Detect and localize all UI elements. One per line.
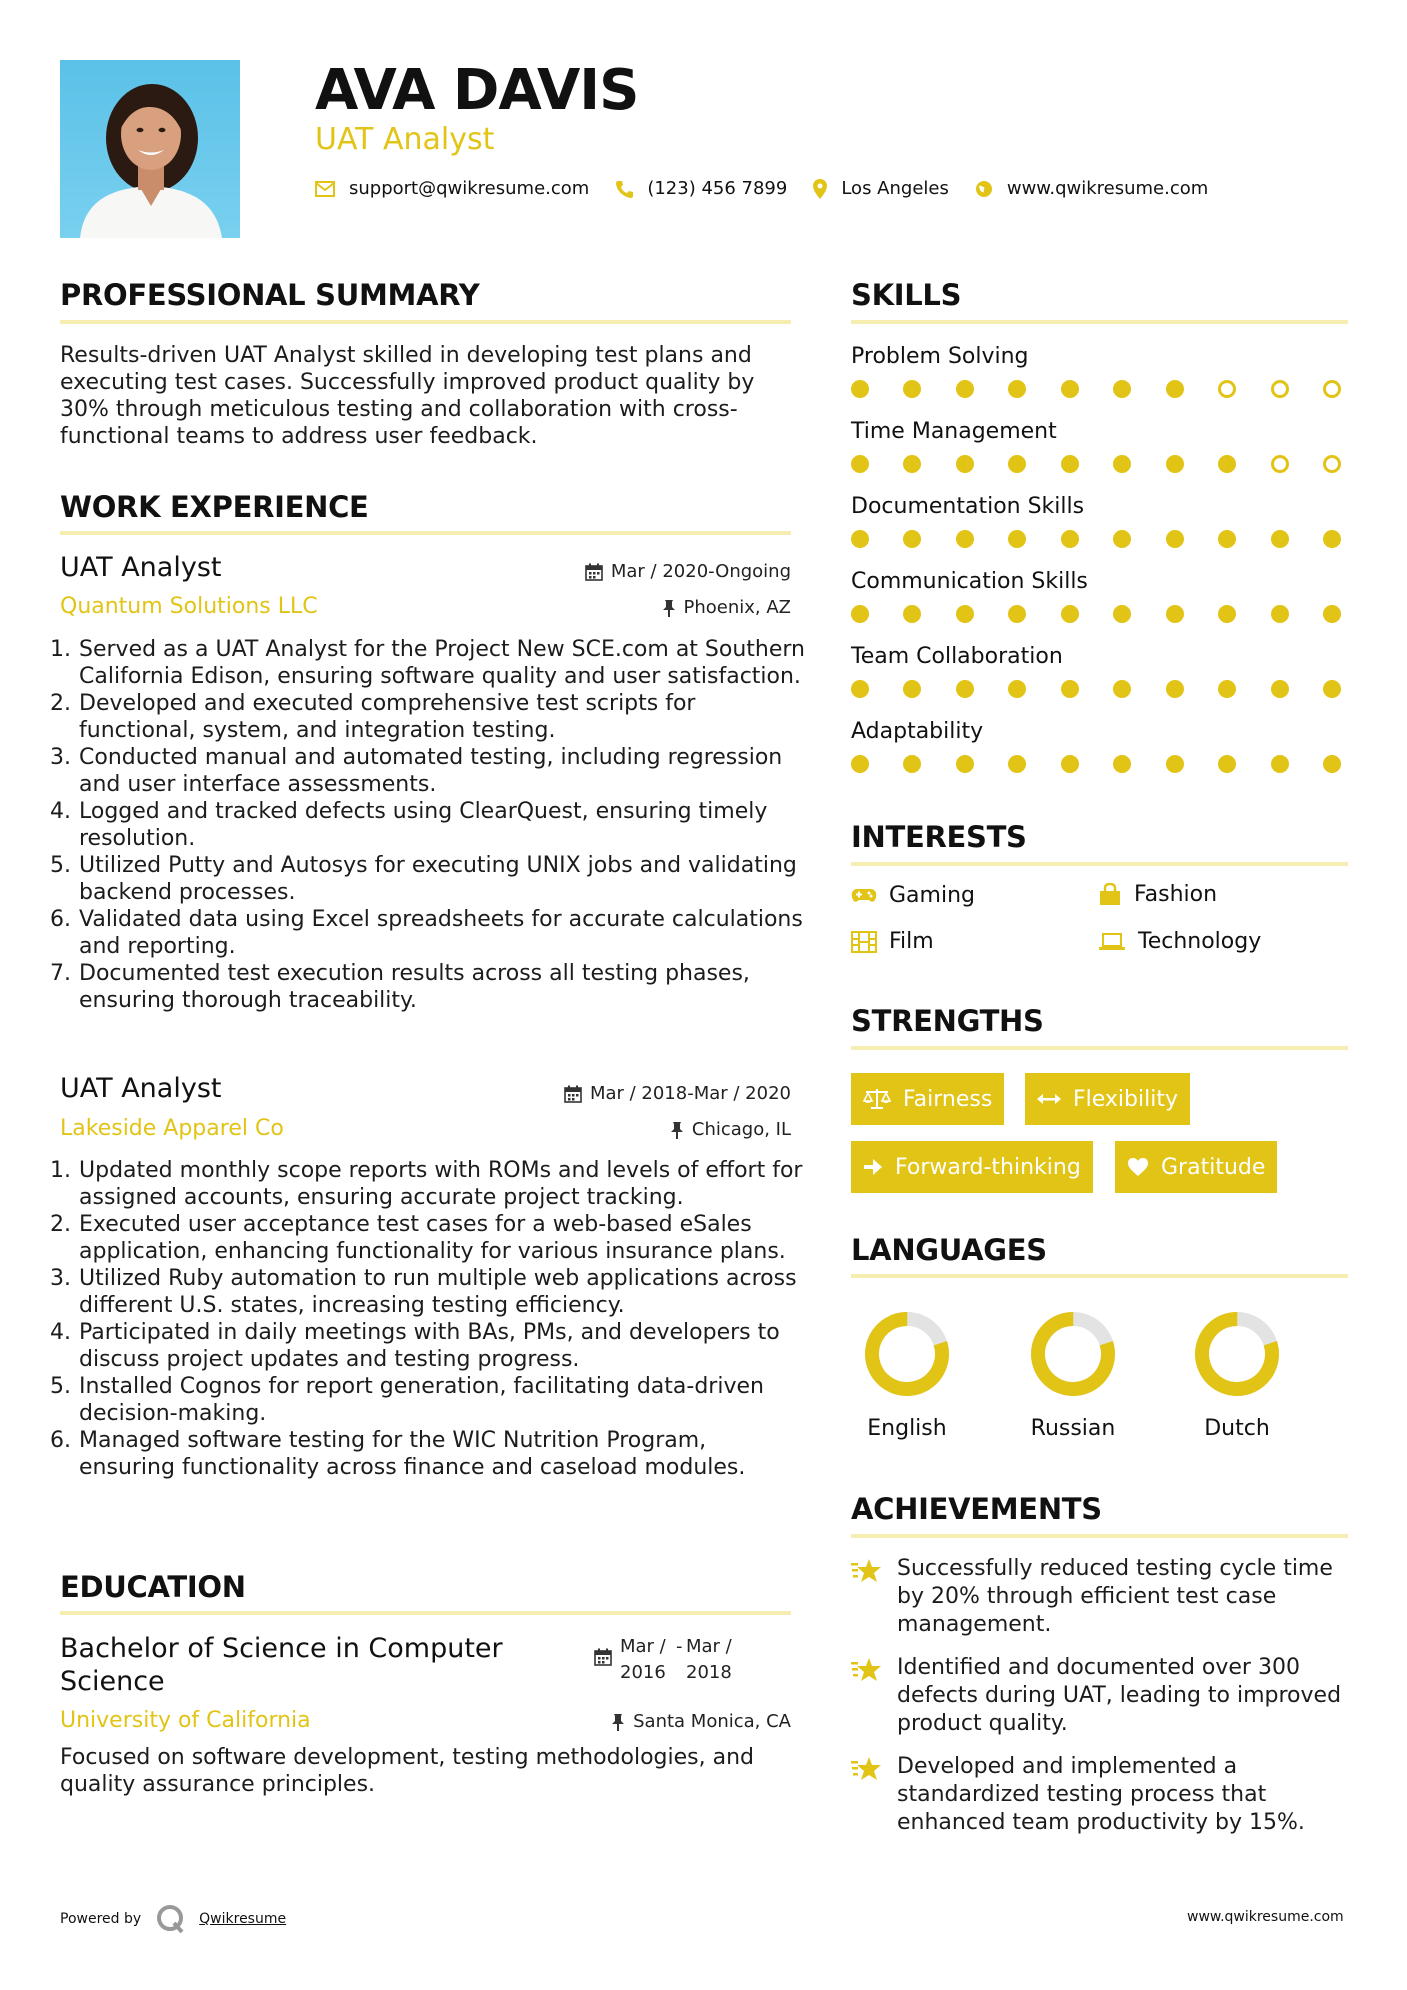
summary-heading: PROFESSIONAL SUMMARY: [60, 278, 480, 312]
skill-name: Documentation Skills: [851, 494, 1085, 519]
rating-dot-filled: [903, 530, 921, 548]
location-text: Los Angeles: [841, 178, 949, 199]
summary-divider: [60, 320, 791, 324]
list-item: 1. Updated monthly scope reports with ROMs and levels of effort for assigned accounts, ensuring accurate project tracking.: [78, 1157, 809, 1211]
website-text: www.qwikresume.com: [1006, 178, 1209, 199]
rating-dot-filled: [956, 755, 974, 773]
rating-dot-filled: [1323, 605, 1341, 623]
footer-powered: [60, 1903, 286, 1935]
rating-dot-filled: [1271, 755, 1289, 773]
language-label: Russian: [1030, 1416, 1116, 1441]
skill-rating: [851, 680, 1341, 698]
education-location: [500, 1711, 791, 1732]
rating-dot-filled: [956, 680, 974, 698]
skill-row: [851, 494, 1341, 569]
interest-label: Fashion: [1134, 882, 1218, 907]
phone-text: (123) 456 7899: [647, 178, 788, 199]
achievement-item: [851, 1753, 1348, 1837]
gamepad-icon: [851, 887, 877, 905]
list-item: 3. Conducted manual and automated testing, including regression and user interface assessments.: [78, 744, 809, 798]
rating-dot-filled: [1218, 755, 1236, 773]
job-location: [500, 1119, 791, 1140]
rating-dot-filled: [1323, 755, 1341, 773]
rating-dot-empty: [1271, 455, 1289, 473]
job-dates-text: Mar / 2020-Ongoing: [610, 561, 791, 582]
rating-dot-filled: [1166, 530, 1184, 548]
list-item: 7. Documented test execution results across all testing phases, ensuring thorough traceability.: [78, 960, 809, 1014]
list-item: 4. Logged and tracked defects using ClearQuest, ensuring timely resolution.: [78, 798, 809, 852]
rating-dot-filled: [903, 455, 921, 473]
interest-film: [851, 929, 934, 954]
rating-dot-filled: [851, 680, 869, 698]
rating-dot-filled: [1008, 530, 1026, 548]
skill-name: Communication Skills: [851, 569, 1088, 594]
rating-dot-filled: [851, 455, 869, 473]
rating-dot-filled: [1218, 530, 1236, 548]
list-item: 6. Managed software testing for the WIC Nutrition Program, ensuring functionality across finance and caseload modules.: [78, 1427, 809, 1481]
list-item: 2. Executed user acceptance test cases for a web-based eSales application, enhancing functionality for various insurance plans.: [78, 1211, 809, 1265]
strengths-divider: [851, 1046, 1348, 1050]
company-name: Quantum Solutions LLC: [60, 594, 318, 619]
contact-website[interactable]: [975, 178, 1208, 199]
rating-dot-filled: [1166, 455, 1184, 473]
shopping-bag-icon: [1098, 883, 1122, 907]
envelope-icon: [315, 181, 335, 197]
language-item: [1003, 1310, 1143, 1441]
education-description: Focused on software development, testing methodologies, and quality assurance principles.: [60, 1745, 755, 1797]
achievements-heading: ACHIEVEMENTS: [851, 1492, 1102, 1526]
rating-dot-filled: [1166, 680, 1184, 698]
languages-list: [851, 1310, 1348, 1450]
rating-dot-filled: [1008, 680, 1026, 698]
rating-dot-filled: [1271, 605, 1289, 623]
skill-name: Team Collaboration: [851, 644, 1063, 669]
phone-icon: [615, 180, 633, 198]
rating-dot-filled: [1323, 680, 1341, 698]
language-item: [1167, 1310, 1307, 1441]
strength-label: Flexibility: [1073, 1086, 1178, 1112]
interest-fashion: [1098, 882, 1217, 907]
school-name: University of California: [60, 1708, 311, 1733]
list-item: 1. Served as a UAT Analyst for the Project New SCE.com at Southern California Edison, ensuring software quality and user satisfaction.: [78, 636, 809, 690]
rating-dot-filled: [956, 605, 974, 623]
film-icon: [851, 931, 877, 953]
contact-phone[interactable]: [615, 178, 787, 199]
rating-dot-filled: [1166, 380, 1184, 398]
star-icon: [851, 1557, 883, 1585]
strength-label: Gratitude: [1161, 1154, 1266, 1180]
rating-dot-empty: [1323, 380, 1341, 398]
achievement-text: Successfully reduced testing cycle time by 20% through efficient test case management.: [897, 1556, 1333, 1637]
candidate-title: UAT Analyst: [315, 122, 495, 157]
skill-rating: [851, 755, 1341, 773]
skills-list: [851, 344, 1341, 794]
skill-row: [851, 644, 1341, 719]
contact-email[interactable]: [315, 178, 589, 199]
contact-location: [813, 178, 949, 199]
rating-dot-filled: [851, 530, 869, 548]
skill-name: Time Management: [851, 419, 1057, 444]
interests-heading: INTERESTS: [851, 820, 1027, 854]
rating-dot-filled: [1008, 455, 1026, 473]
brand-link[interactable]: Qwikresume: [199, 1911, 287, 1927]
language-label: Dutch: [1204, 1416, 1270, 1441]
achievement-item: [851, 1555, 1348, 1639]
education-dates: [594, 1634, 742, 1686]
pin-icon: [670, 1121, 684, 1139]
interest-label: Gaming: [889, 883, 975, 908]
date-separator: -: [676, 1636, 683, 1657]
ring-fill: [1193, 1310, 1281, 1398]
calendar-icon: [585, 563, 603, 581]
achievements-divider: [851, 1534, 1348, 1538]
rating-dot-filled: [903, 680, 921, 698]
job-location-text: Phoenix, AZ: [683, 597, 791, 618]
rating-dot-filled: [1166, 605, 1184, 623]
list-item: 2. Developed and executed comprehensive test scripts for functional, system, and integration testing.: [78, 690, 809, 744]
rating-dot-filled: [1113, 455, 1131, 473]
skill-row: [851, 719, 1341, 794]
powered-by-text: Powered by: [60, 1911, 142, 1927]
languages-heading: LANGUAGES: [851, 1233, 1047, 1267]
map-marker-icon: [813, 179, 827, 199]
rating-dot-filled: [1061, 755, 1079, 773]
company-name: Lakeside Apparel Co: [60, 1116, 284, 1141]
rating-dot-filled: [1113, 380, 1131, 398]
language-proficiency-ring: [863, 1310, 951, 1398]
skill-name: Adaptability: [851, 719, 984, 744]
rating-dot-filled: [1323, 530, 1341, 548]
strengths-heading: STRENGTHS: [851, 1004, 1044, 1038]
strength-forward-thinking: [851, 1141, 1093, 1193]
rating-dot-filled: [1218, 680, 1236, 698]
rating-dot-filled: [1113, 755, 1131, 773]
ring-fill: [863, 1310, 951, 1398]
heart-icon: [1127, 1157, 1149, 1177]
rating-dot-filled: [851, 605, 869, 623]
rating-dot-filled: [903, 755, 921, 773]
pin-icon: [662, 599, 676, 617]
experience-heading: WORK EXPERIENCE: [60, 490, 369, 524]
ring-fill: [1029, 1310, 1117, 1398]
job-location-text: Chicago, IL: [691, 1119, 791, 1140]
rating-dot-filled: [1061, 455, 1079, 473]
language-label: English: [867, 1416, 947, 1441]
balance-scale-icon: [863, 1087, 891, 1111]
education-end: Mar / 2018: [686, 1636, 732, 1683]
language-item: [837, 1310, 977, 1441]
job-dates-text: Mar / 2018-Mar / 2020: [589, 1083, 791, 1104]
strength-gratitude: [1115, 1141, 1277, 1193]
list-item: 5. Utilized Putty and Autosys for executing UNIX jobs and validating backend processes.: [78, 852, 809, 906]
strength-fairness: [851, 1073, 1004, 1125]
pin-icon: [611, 1713, 625, 1731]
strength-label: Forward-thinking: [895, 1154, 1081, 1180]
email-text: support@qwikresume.com: [349, 178, 590, 199]
list-item: 4. Participated in daily meetings with BAs, PMs, and developers to discuss project updates and testing progress.: [78, 1319, 809, 1373]
language-proficiency-ring: [1193, 1310, 1281, 1398]
languages-divider: [851, 1274, 1348, 1278]
education-location-text: Santa Monica, CA: [633, 1711, 791, 1732]
interest-technology: [1098, 929, 1261, 954]
summary-text: Results-driven UAT Analyst skilled in developing test plans and executing test cases. Successfully improved product quality by 30% through meticulous testing and collaboration with cross-functional teams to address user feedback.: [60, 343, 755, 449]
job-responsibilities: [60, 1157, 809, 1481]
education-divider: [60, 1611, 791, 1615]
laptop-icon: [1098, 932, 1126, 952]
skill-row: [851, 569, 1341, 644]
skill-rating: [851, 380, 1341, 398]
rating-dot-filled: [1113, 530, 1131, 548]
skills-heading: SKILLS: [851, 278, 962, 312]
strength-flexibility: [1025, 1073, 1190, 1125]
education-start: Mar / 2016: [620, 1636, 666, 1683]
language-proficiency-ring: [1029, 1310, 1117, 1398]
star-icon: [851, 1755, 883, 1783]
interests-divider: [851, 862, 1348, 866]
rating-dot-filled: [1271, 530, 1289, 548]
calendar-icon: [564, 1085, 582, 1103]
experience-divider: [60, 531, 791, 535]
rating-dot-filled: [1061, 380, 1079, 398]
rating-dot-filled: [1008, 605, 1026, 623]
skill-rating: [851, 530, 1341, 548]
arrows-horizontal-icon: [1037, 1092, 1061, 1106]
list-item: 3. Utilized Ruby automation to run multiple web applications across different U.S. states, increasing testing efficiency.: [78, 1265, 809, 1319]
achievement-text: Developed and implemented a standardized testing process that enhanced team productivity by 15%.: [897, 1754, 1305, 1835]
skill-row: [851, 344, 1341, 419]
interest-label: Film: [889, 929, 934, 954]
profile-photo: [60, 60, 240, 238]
rating-dot-filled: [1061, 530, 1079, 548]
skill-row: [851, 419, 1341, 494]
rating-dot-filled: [1113, 605, 1131, 623]
rating-dot-filled: [1166, 755, 1184, 773]
list-item: 5. Installed Cognos for report generation, facilitating data-driven decision-making.: [78, 1373, 809, 1427]
rating-dot-filled: [1008, 380, 1026, 398]
rating-dot-empty: [1218, 380, 1236, 398]
job-location: [500, 597, 791, 618]
rating-dot-filled: [956, 530, 974, 548]
arrow-right-icon: [863, 1158, 883, 1176]
rating-dot-filled: [851, 755, 869, 773]
rating-dot-filled: [1061, 605, 1079, 623]
rating-dot-filled: [1218, 455, 1236, 473]
job-title: UAT Analyst: [60, 552, 222, 583]
globe-icon: [975, 180, 993, 198]
rating-dot-filled: [1113, 680, 1131, 698]
rating-dot-filled: [851, 380, 869, 398]
skill-rating: [851, 455, 1341, 473]
skill-name: Problem Solving: [851, 344, 1029, 369]
rating-dot-filled: [903, 605, 921, 623]
rating-dot-filled: [1218, 605, 1236, 623]
job-dates: [500, 561, 791, 582]
rating-dot-filled: [1061, 680, 1079, 698]
footer-site[interactable]: www.qwikresume.com: [1187, 1909, 1344, 1925]
job-title: UAT Analyst: [60, 1073, 222, 1104]
achievement-text: Identified and documented over 300 defects during UAT, leading to improved product quality.: [897, 1655, 1342, 1736]
strength-label: Fairness: [903, 1086, 993, 1112]
rating-dot-filled: [956, 455, 974, 473]
calendar-icon: [594, 1648, 612, 1666]
interest-gaming: [851, 883, 975, 908]
rating-dot-filled: [903, 380, 921, 398]
rating-dot-filled: [1271, 680, 1289, 698]
achievement-item: [851, 1654, 1348, 1738]
rating-dot-filled: [956, 380, 974, 398]
job-dates: [500, 1083, 791, 1104]
rating-dot-filled: [1008, 755, 1026, 773]
degree-title: Bachelor of Science in Computer Science: [60, 1633, 503, 1697]
candidate-name: AVA DAVIS: [315, 58, 639, 123]
qwikresume-logo-icon: [155, 1903, 187, 1935]
rating-dot-empty: [1271, 380, 1289, 398]
list-item: 6. Validated data using Excel spreadsheets for accurate calculations and reporting.: [78, 906, 809, 960]
job-responsibilities: [60, 636, 809, 1014]
rating-dot-empty: [1323, 455, 1341, 473]
interest-label: Technology: [1138, 929, 1262, 954]
contact-bar: [315, 178, 1234, 199]
star-icon: [851, 1656, 883, 1684]
skill-rating: [851, 605, 1341, 623]
skills-divider: [851, 320, 1348, 324]
education-heading: EDUCATION: [60, 1570, 246, 1604]
